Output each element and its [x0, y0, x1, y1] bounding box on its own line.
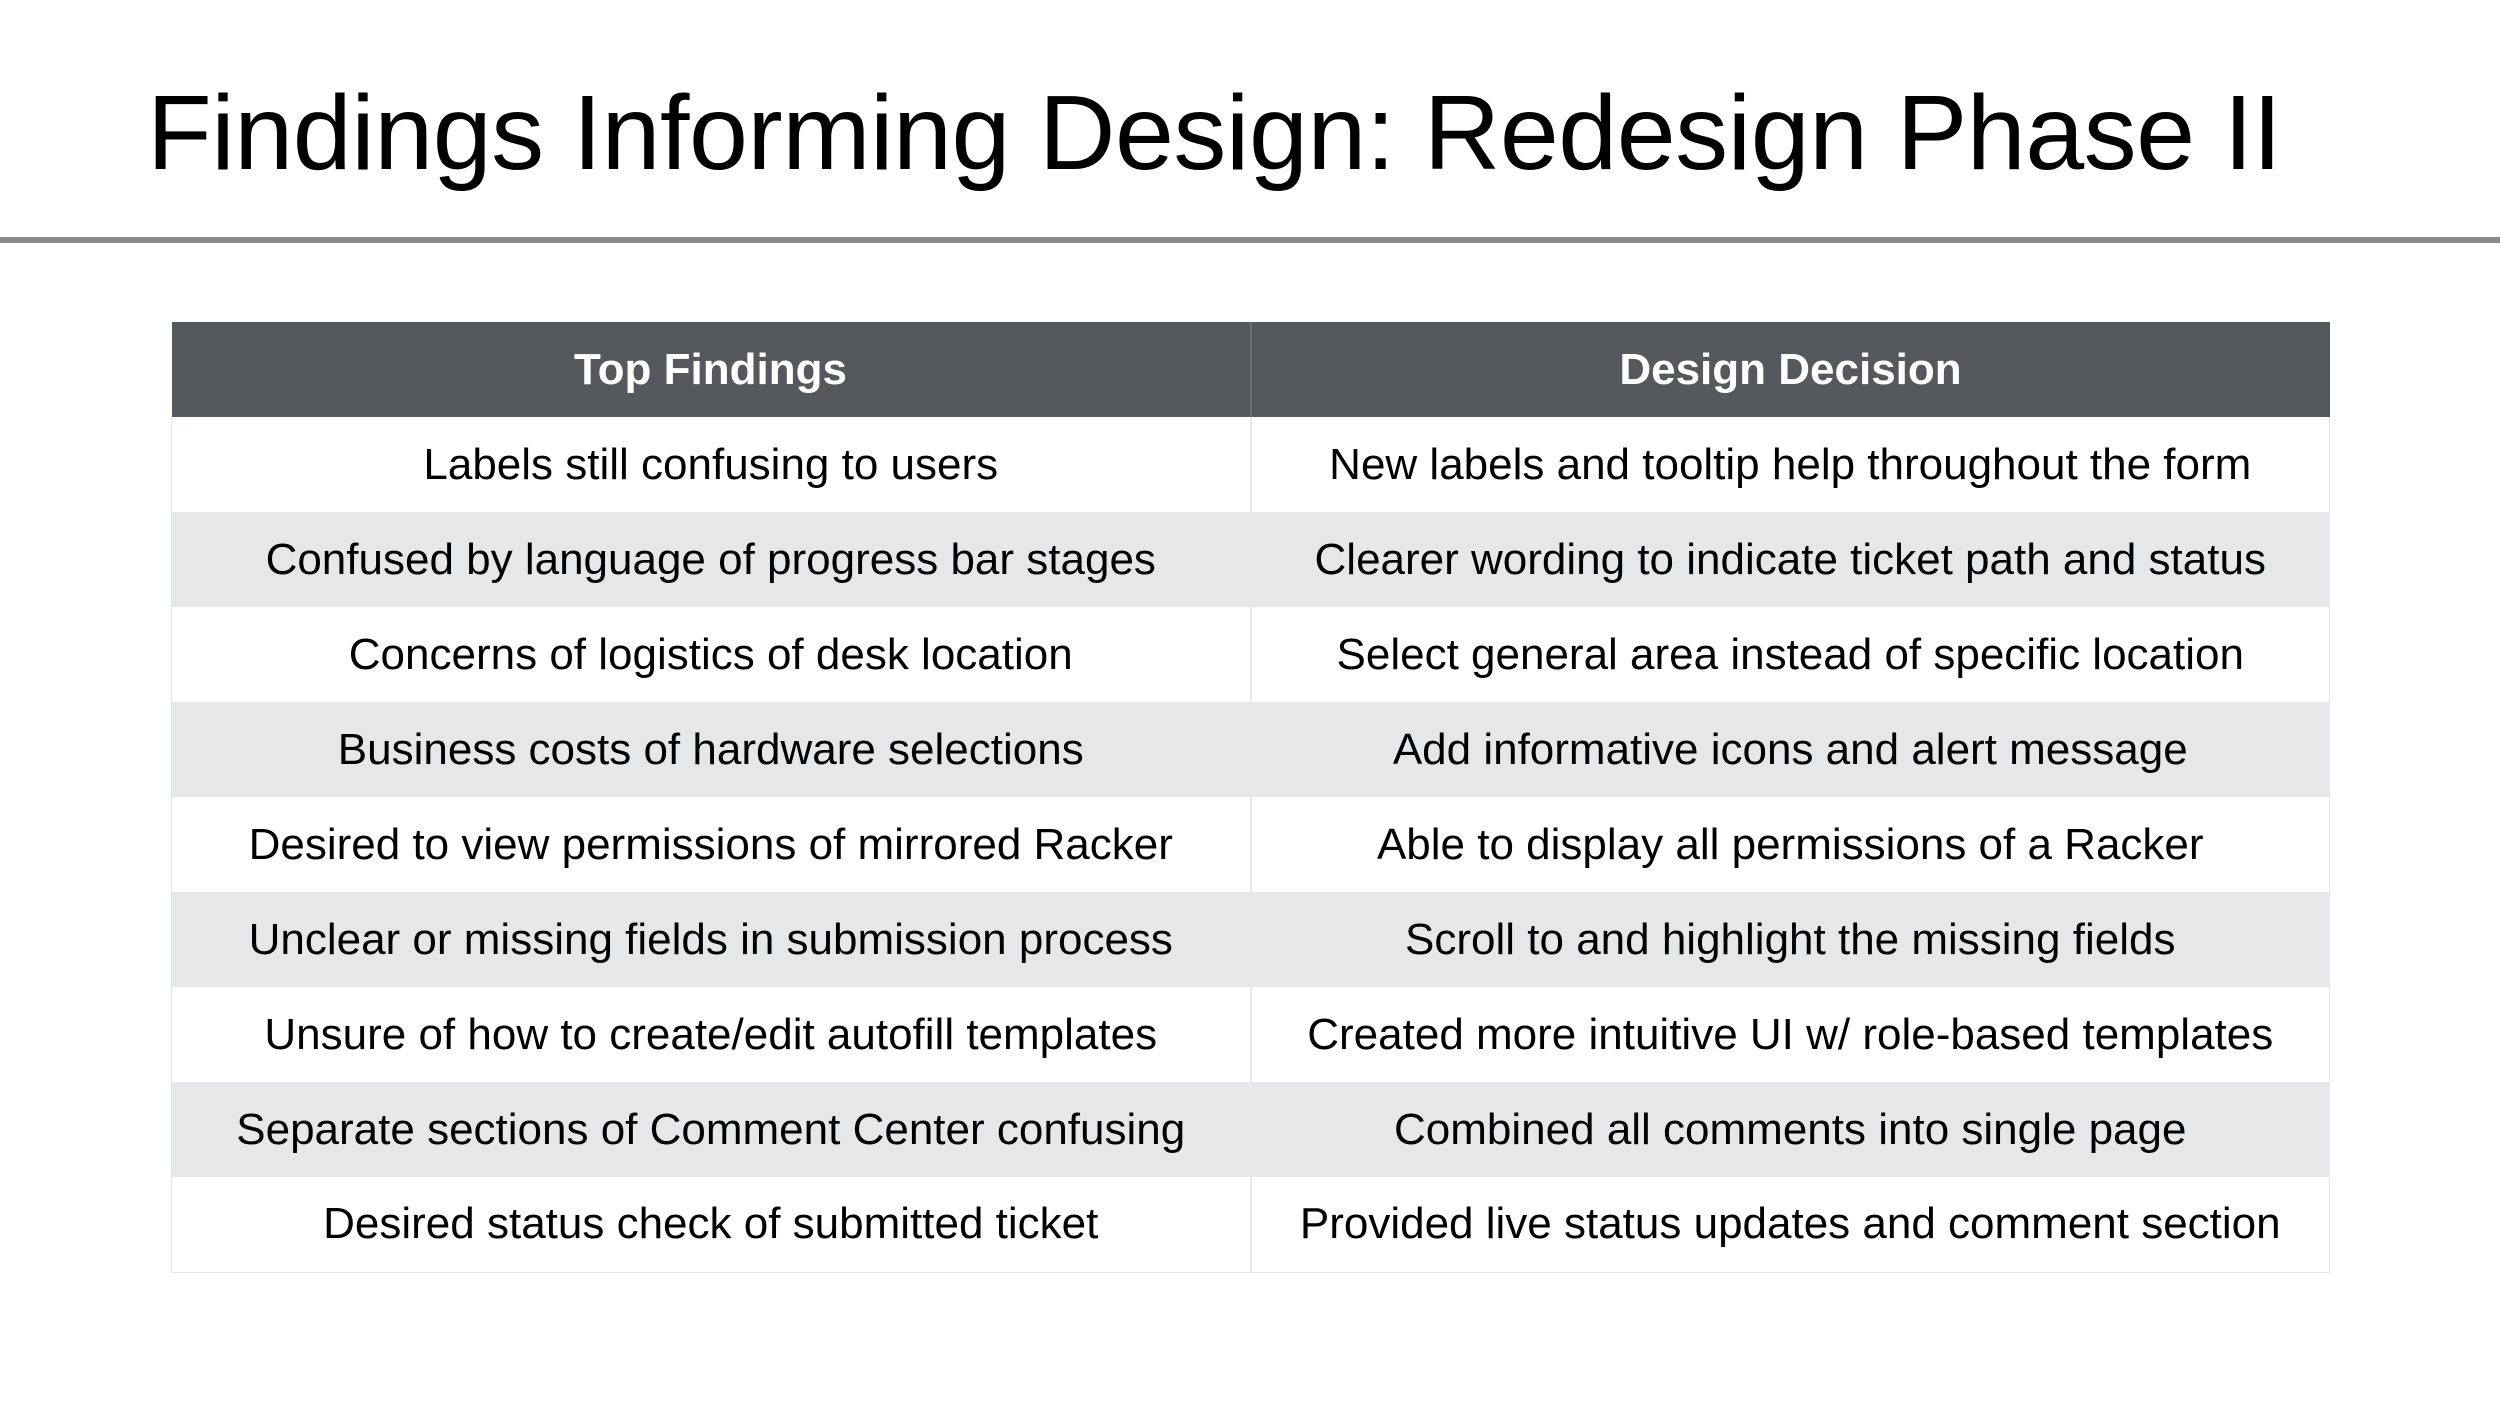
title-divider — [0, 237, 2500, 243]
table-row — [172, 607, 2330, 702]
finding-cell: Desired to view permissions of mirrored Racker — [172, 797, 1251, 892]
table-row — [172, 892, 2330, 987]
table-row — [172, 702, 2330, 797]
column-header-top-findings: Top Findings — [172, 322, 1251, 417]
table-row — [172, 417, 2330, 512]
finding-cell: Unsure of how to create/edit autofill templates — [172, 987, 1251, 1082]
table-row — [172, 1177, 2330, 1272]
decision-cell: New labels and tooltip help throughout the form — [1251, 417, 2330, 512]
decision-cell: Add informative icons and alert message — [1251, 702, 2330, 797]
table-row — [172, 797, 2330, 892]
decision-cell: Select general area instead of specific location — [1251, 607, 2330, 702]
finding-cell: Unclear or missing fields in submission process — [172, 892, 1251, 987]
table-row — [172, 987, 2330, 1082]
decision-cell: Provided live status updates and comment section — [1251, 1177, 2330, 1272]
decision-cell: Able to display all permissions of a Racker — [1251, 797, 2330, 892]
finding-cell: Desired status check of submitted ticket — [172, 1177, 1251, 1272]
finding-cell: Concerns of logistics of desk location — [172, 607, 1251, 702]
finding-cell: Separate sections of Comment Center confusing — [172, 1082, 1251, 1177]
findings-table — [171, 322, 2330, 1273]
decision-cell: Clearer wording to indicate ticket path and status — [1251, 512, 2330, 607]
table-row — [172, 1082, 2330, 1177]
table-header-row — [172, 322, 2330, 417]
finding-cell: Confused by language of progress bar stages — [172, 512, 1251, 607]
column-header-design-decision: Design Decision — [1251, 322, 2330, 417]
slide-title: Findings Informing Design: Redesign Phase II — [147, 74, 2282, 192]
table-row — [172, 512, 2330, 607]
decision-cell: Scroll to and highlight the missing fields — [1251, 892, 2330, 987]
decision-cell: Created more intuitive UI w/ role-based templates — [1251, 987, 2330, 1082]
finding-cell: Labels still confusing to users — [172, 417, 1251, 512]
finding-cell: Business costs of hardware selections — [172, 702, 1251, 797]
decision-cell: Combined all comments into single page — [1251, 1082, 2330, 1177]
